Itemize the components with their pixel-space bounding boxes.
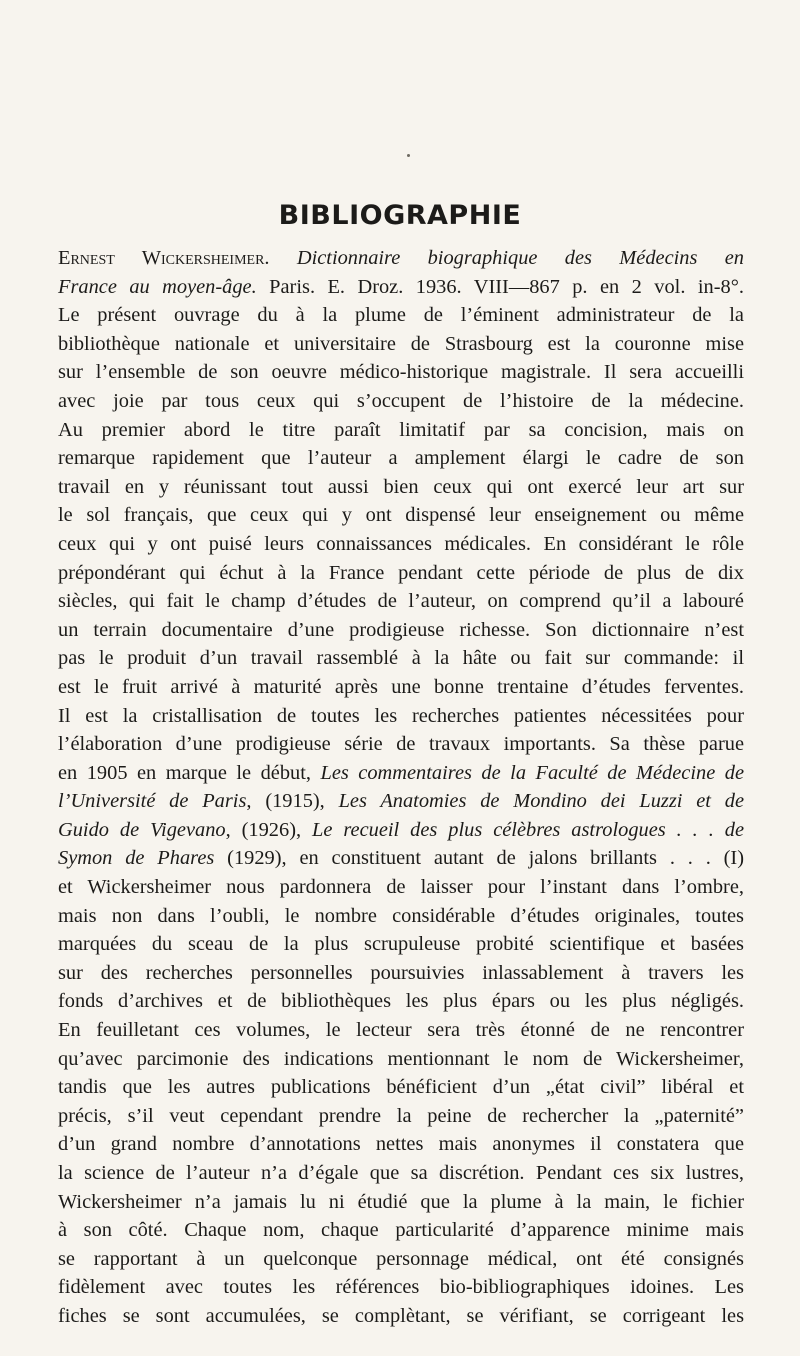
text-line: fonds d’archives et de bibliothèques les plus épars ou les plus négligés.: [58, 990, 744, 1013]
text-line: bibliothèque nationale et universitaire de Strasbourg est la couronne mise: [58, 332, 744, 355]
text-line: fidèlement avec toutes les références bio-bibliographiques idoines. Les: [58, 1276, 744, 1299]
entry-title-part2: France au moyen-âge.: [58, 275, 257, 298]
text-line: marquées du sceau de la plus scrupuleuse probité scientifique et basées: [58, 933, 744, 956]
text-line: et Wickersheimer nous pardonnera de laisser pour l’instant dans l’ombre,: [58, 876, 744, 899]
text-line: pas le produit d’un travail rassemblé à la hâte ou fait sur commande: il: [58, 647, 744, 670]
text-line: est le fruit arrivé à maturité après une bonne trentaine d’études ferventes.: [58, 675, 744, 698]
text-line: qu’avec parcimonie des indications mentionnant le nom de Wickersheimer,: [58, 1047, 744, 1070]
text-line: l’élaboration d’une prodigieuse série de travaux importants. Sa thèse parue: [58, 733, 744, 756]
entry-title-part1: Dictionnaire biographique des Médecins en: [296, 247, 744, 269]
works-line-2: [58, 787, 744, 816]
text-line: sur des recherches personnelles poursuivies inlassablement à travers les: [58, 961, 744, 984]
text-line: se rapportant à un quelconque personnage médical, ont été consignés: [58, 1247, 744, 1270]
text-line: prépondérant qui échut à la France pendant cette période de plus de dix: [58, 561, 744, 584]
text-line: Au premier abord le titre paraît limitatif par sa concision, mais on: [58, 418, 744, 441]
text-line: tandis que les autres publications bénéficient d’un „état civil” libéral et: [58, 1076, 744, 1099]
page-title: BIBLIOGRAPHIE: [278, 200, 522, 231]
work-title-3a: Le recueil des plus célèbres astrologues . . . de: [312, 818, 744, 841]
text-line: fiches se sont accumulées, se complètant, se vérifiant, se corrigeant les: [58, 1304, 744, 1327]
work-title-2b: Guido de Vigevano: [58, 818, 226, 841]
text-line: un terrain documentaire d’une prodigieuse richesse. Son dictionnaire n’est: [58, 618, 744, 641]
work-year-1: , (1915),: [246, 790, 339, 813]
work-title-2a: Les Anatomies de Mondino dei Luzzi et de: [338, 790, 744, 813]
work-title-3b: Symon de Phares: [58, 847, 215, 870]
text-line: ceux qui y ont puisé leurs connaissances médicales. En considérant le rôle: [58, 532, 744, 555]
works-line-3: [58, 816, 744, 845]
text-line: Il est la cristallisation de toutes les recherches patientes nécessitées pour: [58, 704, 744, 727]
work-title-1a: Les commentaires de la Faculté de Médecine de: [320, 761, 744, 784]
text-line: d’un grand nombre d’annotations nettes mais anonymes il constatera que: [58, 1133, 744, 1156]
text-line: remarque rapidement que l’auteur a amplement élargi le cadre de son: [58, 447, 744, 470]
text-line: mais non dans l’oubli, le nombre considérable d’études originales, toutes: [58, 904, 744, 927]
review-text: [58, 244, 744, 1331]
text-line: avec joie par tous ceux qui s’occupent de l’histoire de la médecine.: [58, 389, 744, 412]
text-line: à son côté. Chaque nom, chaque particularité d’apparence minime mais: [58, 1219, 744, 1242]
text-line: la science de l’auteur n’a d’égale que sa discrétion. Pendant ces six lustres,: [58, 1162, 744, 1184]
text-line: Wickersheimer n’a jamais lu ni étudié que la plume à la main, le fichier: [58, 1190, 744, 1213]
entry-line-2: [58, 273, 744, 302]
ink-speck: [407, 154, 410, 157]
works-line-1: [58, 759, 744, 788]
text-line: Le présent ouvrage du à la plume de l’éminent administrateur de la: [58, 304, 744, 327]
entry-line-1: [58, 244, 744, 273]
text-line: travail en y réunissant tout aussi bien ceux qui ont exercé leur art sur: [58, 475, 744, 498]
entry-pub-info: Paris. E. Droz. 1936. VIII—867 p. en 2 vol. in-8°.: [269, 275, 744, 298]
work-title-1b: l’Université de Paris: [58, 790, 247, 813]
text-line: le sol français, que ceux qui y ont dispensé leur enseignement ou même: [58, 504, 744, 527]
work-year-3: (1929), en constituent autant de jalons brillants . . . (I): [214, 847, 745, 870]
entry-author: Ernest Wickersheimer.: [58, 247, 270, 269]
text-line: siècles, qui fait le champ d’études de l’auteur, on comprend qu’il a labouré: [58, 590, 744, 613]
text-line: En feuilletant ces volumes, le lecteur sera très étonné de ne rencontrer: [58, 1019, 744, 1042]
works-line-4: [58, 844, 744, 873]
work-year-2: , (1926),: [225, 818, 313, 841]
works-intro: en 1905 en marque le début,: [58, 761, 321, 784]
text-line: sur l’ensemble de son oeuvre médico-historique magistrale. Il sera accueilli: [58, 361, 744, 384]
text-line: précis, s’il veut cependant prendre la peine de rechercher la „paternité”: [58, 1104, 744, 1127]
